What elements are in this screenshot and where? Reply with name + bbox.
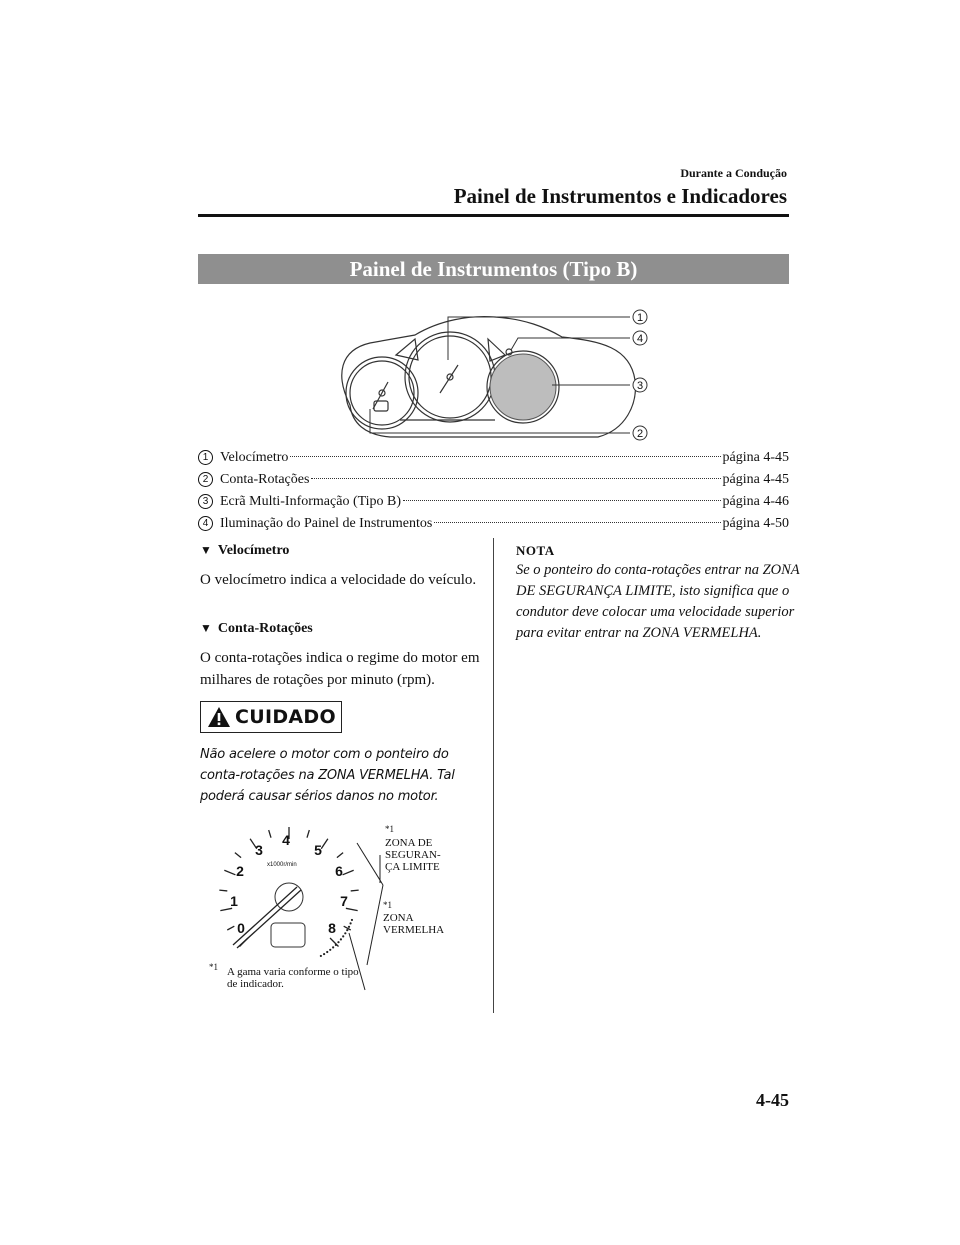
- gauge-tick-mark: [351, 890, 359, 891]
- gauge-tick-label: 7: [340, 893, 348, 909]
- gauge-tick-label: 3: [255, 842, 263, 858]
- note-title: NOTA: [516, 543, 555, 558]
- toc-page: página 4-50: [722, 516, 789, 531]
- gauge-tick-mark: [337, 853, 343, 858]
- gauge-tick-label: 5: [314, 842, 322, 858]
- section-title: Painel de Instrumentos e Indicadores: [453, 184, 787, 208]
- warning-icon: [207, 706, 231, 728]
- toc-number: 1: [198, 450, 213, 465]
- toc-item[interactable]: [198, 472, 789, 492]
- gauge-tick-mark: [321, 839, 328, 849]
- red-zone-label: VERMELHA: [383, 924, 445, 936]
- note-text: Se o ponteiro do conta-rotações entrar na ZONA DE SEGURANÇA LIMITE, isto significa que o condutor deve colocar uma velocidade superior para evitar entrar na ZONA VERMELHA.: [516, 562, 800, 641]
- red-zone-dot: [320, 955, 322, 957]
- red-zone-dot: [346, 929, 348, 931]
- toc-item[interactable]: [198, 494, 789, 514]
- toc-leader: [403, 500, 720, 501]
- toc-item[interactable]: [198, 516, 789, 536]
- gauge-tick-mark: [227, 926, 234, 930]
- toc-page: página 4-46: [722, 494, 789, 509]
- red-zone-dot: [340, 938, 342, 940]
- gauge-tick-mark: [224, 870, 235, 875]
- safe-zone-label: ÇA LIMITE: [385, 861, 440, 873]
- speedometer-heading-text: Velocímetro: [217, 543, 290, 558]
- gauge-tick-label: 1: [230, 893, 238, 909]
- toc-label: Ecrã Multi-Informação (Tipo B): [220, 494, 402, 509]
- red-zone-dot: [332, 946, 334, 948]
- gauge-tick-label: 6: [335, 863, 343, 879]
- toc-number: 3: [198, 494, 213, 509]
- toc-leader: [434, 522, 720, 523]
- red-zone-dot: [342, 935, 344, 937]
- footnote-mark: *1: [209, 962, 218, 972]
- column-divider: [493, 538, 494, 1013]
- callout-1: 1: [636, 312, 644, 324]
- red-zone-dot: [326, 951, 328, 953]
- caution-text: Não acelere o motor com o ponteiro do conta-rotações na ZONA VERMELHA. Tal poderá causar sérios danos no motor.: [200, 747, 455, 804]
- instrument-cluster-illustration: [330, 305, 660, 445]
- gauge-tick-label: 4: [282, 832, 290, 848]
- callout-4: 4: [636, 333, 644, 345]
- caution-label: CUIDADO: [235, 706, 336, 728]
- toc-label: Iluminação do Painel de Instrumentos: [220, 516, 433, 531]
- gauge-tick-mark: [269, 830, 271, 838]
- caution-badge: [200, 701, 342, 733]
- gauge-tick-mark: [235, 853, 241, 858]
- red-zone-dot: [344, 932, 346, 934]
- toc-label: Conta-Rotações: [220, 472, 310, 487]
- safe-zone-label: SEGURAN-: [385, 849, 441, 861]
- triangle-down-icon: ▼: [200, 543, 212, 557]
- page-number: 4-45: [756, 1090, 789, 1110]
- red-zone-dot: [337, 941, 339, 943]
- red-zone-dot: [348, 926, 350, 928]
- gauge-tick-mark: [219, 890, 227, 891]
- tachometer-gauge-illustration: [205, 815, 465, 1000]
- callout-2: 2: [636, 428, 644, 440]
- red-zone-star: *1: [383, 900, 392, 910]
- tachometer-heading-text: Conta-Rotações: [217, 621, 313, 636]
- tachometer-text: O conta-rotações indica o regime do motor em milhares de rotações por minuto (rpm).: [200, 650, 480, 688]
- header-rule: [198, 214, 789, 217]
- footnote-text: A gama varia conforme o tipo: [227, 966, 359, 978]
- page-heading: Painel de Instrumentos (Tipo B): [198, 254, 789, 284]
- chapter-label: Durante a Condução: [680, 166, 787, 180]
- callout-3: 3: [636, 380, 644, 392]
- footnote-text: de indicador.: [227, 978, 284, 990]
- safe-zone-label: ZONA DE: [385, 837, 433, 849]
- toc-label: Velocímetro: [220, 450, 289, 465]
- speedometer-heading: [200, 543, 289, 559]
- red-zone-dot: [323, 953, 325, 955]
- red-zone-label: ZONA: [383, 912, 414, 924]
- triangle-down-icon: ▼: [200, 621, 212, 635]
- toc-page: página 4-45: [722, 472, 789, 487]
- tachometer-heading: [200, 621, 313, 637]
- toc-page: página 4-45: [722, 450, 789, 465]
- toc-leader: [311, 478, 720, 479]
- toc-item[interactable]: [198, 450, 789, 470]
- toc-number: 4: [198, 516, 213, 531]
- toc-number: 2: [198, 472, 213, 487]
- gauge-tick-mark: [307, 830, 309, 838]
- toc-leader: [290, 456, 720, 457]
- red-zone-dot: [329, 949, 331, 951]
- gauge-tick-label: 8: [328, 920, 336, 936]
- gauge-unit: x1000r/min: [267, 862, 297, 868]
- gauge-tick-label: 2: [236, 863, 244, 879]
- safe-zone-star: *1: [385, 824, 394, 834]
- gauge-tick-label: 0: [237, 920, 245, 936]
- speedometer-text: O velocímetro indica a velocidade do veículo.: [200, 572, 477, 588]
- red-zone-dot: [335, 944, 337, 946]
- gauge-tick-mark: [343, 870, 354, 875]
- red-zone-dot: [349, 922, 351, 924]
- red-zone-dot: [351, 919, 353, 921]
- gauge-tick-mark: [330, 938, 338, 946]
